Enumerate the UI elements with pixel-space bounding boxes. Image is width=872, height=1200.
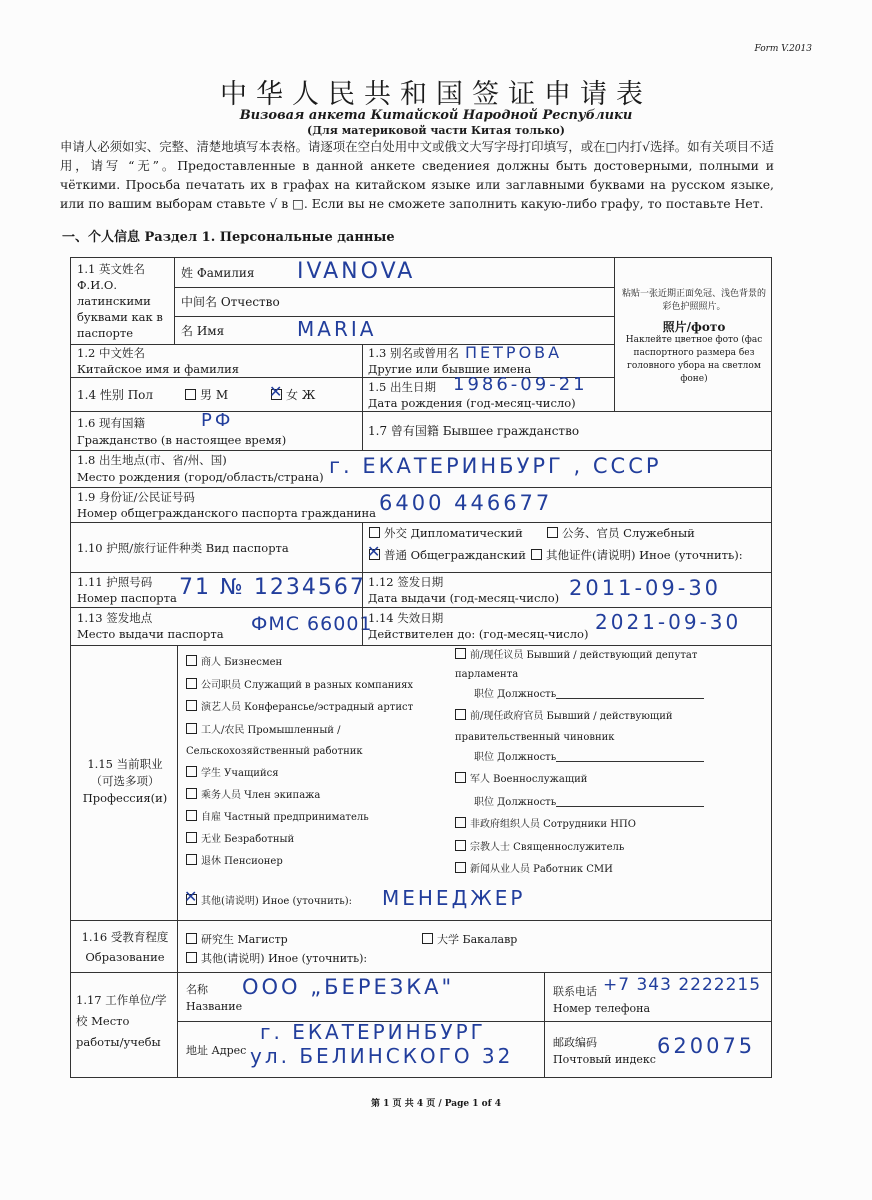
passport-type-label-cell: [70, 522, 363, 573]
edu-bachelor-checkbox[interactable]: [422, 933, 433, 944]
occ-military[interactable]: [455, 771, 587, 788]
photo-label: 照片/фото: [662, 320, 726, 334]
occ-religious-checkbox[interactable]: [455, 840, 466, 851]
birth-date-value: 1986-09-21: [453, 374, 588, 395]
female-label: 女 Ж: [286, 388, 316, 402]
postal-code-label: 邮政编码 Почтовый индекс: [553, 1036, 656, 1066]
occupation-label: 1.15 当前职业 （可选多项） Профессия(и): [82, 757, 168, 805]
occ-media-label: 新闻从业人员 Работник СМИ: [470, 864, 613, 875]
occ-religious-label: 宗教人士 Священнослужитель: [470, 842, 625, 853]
birthplace-value: г. ЕКАТЕРИНБУРГ , СССР: [329, 454, 662, 478]
phone-value: +7 343 2222215: [603, 975, 762, 995]
occ-worker[interactable]: [186, 722, 341, 739]
occ-self-employed-checkbox[interactable]: [186, 810, 197, 821]
page-title: 中华人民共和国签证申请表: [220, 79, 652, 110]
edu-master-checkbox[interactable]: [186, 933, 197, 944]
occ-other-value: МЕНЕДЖЕР: [382, 886, 526, 910]
diplomatic-checkbox[interactable]: [369, 527, 380, 538]
id-number-field[interactable]: [70, 487, 772, 523]
issue-place-value: ФМС 66001: [251, 613, 373, 635]
gender-female-option[interactable]: [271, 387, 315, 404]
former-nationality-field[interactable]: [362, 411, 772, 451]
given-name-field[interactable]: [174, 316, 615, 345]
occ-parliament-checkbox[interactable]: [455, 648, 466, 659]
service-checkbox[interactable]: [547, 527, 558, 538]
occ-worker-checkbox[interactable]: [186, 723, 197, 734]
male-label: 男 М: [200, 388, 229, 402]
occ-employee-checkbox[interactable]: [186, 678, 197, 689]
workplace-label: 1.17 工作单位/学校 Место работы/учебы: [76, 993, 167, 1049]
gender-label: 1.4 性别 Пол: [77, 388, 154, 402]
occ-other-label: 其他(请说明) Иное (уточнить):: [201, 896, 353, 907]
passport-type-options[interactable]: [362, 522, 772, 573]
diplomatic-label: 外交 Дипломатический: [384, 526, 523, 540]
birth-date-field[interactable]: [362, 374, 615, 412]
occ-parliament-label: 前/现任议员 Бывший / действующий депутат: [470, 650, 698, 661]
passport-number-value: 71 № 1234567: [179, 575, 366, 600]
occ-student[interactable]: [186, 765, 279, 782]
birth-date-label: 1.5 出生日期 Дата рождения (год-месяц-число): [368, 380, 576, 410]
postal-code-field[interactable]: [544, 1021, 772, 1078]
ordinary-checkbox[interactable]: [369, 549, 380, 560]
edu-other-label: 其他(请说明) Иное (уточнить):: [201, 952, 368, 965]
occ-unemployed[interactable]: [186, 831, 294, 848]
edu-other-checkbox[interactable]: [186, 952, 197, 963]
occ-worker-label: 工人/农民 Промышленный /: [201, 725, 341, 736]
photo-instructions-ru: Наклейте цветное фото (фас паспортного размера без головного убора на светлом фоне): [625, 335, 763, 384]
page-subtitle-ru: Визовая анкета Китайской Народной Республики: [239, 108, 633, 123]
occ-businessman[interactable]: [186, 654, 282, 671]
occ-official[interactable]: [455, 708, 673, 725]
occ-student-label: 学生 Учащийся: [201, 768, 279, 779]
photo-instructions-cn: 粘贴一张近期正面免冠、浅色背景的彩色护照照片。: [621, 289, 766, 312]
occ-worker-label-2: Сельскохозяйственный работник: [186, 746, 363, 757]
postal-code-value: 620075: [657, 1034, 756, 1058]
occ-self-employed-label: 自雇 Частный предприниматель: [201, 812, 369, 823]
other-names-field[interactable]: [362, 344, 615, 378]
name-label: 1.1 英文姓名 Ф.И.О. латинскими буквами как в паспорте: [77, 262, 163, 340]
occ-entertainer-label: 演艺人员 Конферансье/эстрадный артист: [201, 702, 414, 713]
nationality-label: 1.6 现有国籍 Гражданство (в настоящее время): [77, 416, 287, 447]
male-checkbox[interactable]: [185, 389, 196, 400]
photo-box[interactable]: [614, 257, 772, 412]
occ-official-label-2: правительственный чиновник: [455, 732, 615, 743]
passport-ordinary-option[interactable]: [369, 547, 526, 564]
section-heading: 一、个人信息 Раздел 1. Персональные данные: [62, 230, 395, 245]
other-names-label: 1.3 别名或曾用名 Другие или бывшие имена: [368, 346, 532, 376]
occ-crew-label: 乘务人员 Член экипажа: [201, 790, 321, 801]
occ-media-checkbox[interactable]: [455, 862, 466, 873]
issue-place-field[interactable]: [70, 607, 373, 646]
occ-crew-checkbox[interactable]: [186, 788, 197, 799]
education-label-cell: [70, 920, 178, 973]
passport-diplomatic-option[interactable]: [369, 525, 523, 542]
passport-type-label: 1.10 护照/旅行证件种类 Вид паспорта: [77, 541, 289, 555]
workplace-name-label: 名称 Название: [186, 983, 243, 1013]
surname-field[interactable]: [174, 257, 615, 288]
occ-official-label: 前/现任政府官员 Бывший / действующий: [470, 711, 673, 722]
edu-bachelor[interactable]: [422, 931, 517, 948]
expiry-date-value: 2021-09-30: [595, 610, 742, 634]
expiry-date-field[interactable]: [362, 607, 772, 646]
address-value-line1: г. ЕКАТЕРИНБУРГ: [260, 1020, 486, 1044]
workplace-label-cell: [70, 972, 178, 1078]
occ-military-checkbox[interactable]: [455, 772, 466, 783]
occ-retired-label: 退休 Пенсионер: [201, 856, 283, 867]
gender-field[interactable]: [70, 377, 363, 412]
edu-master-label: 研究生 Магистр: [201, 933, 288, 946]
occ-ngo-checkbox[interactable]: [455, 817, 466, 828]
occ-self-employed[interactable]: [186, 809, 369, 826]
edu-bachelor-label: 大学 Бакалавр: [437, 933, 518, 946]
chinese-name-field[interactable]: [70, 344, 363, 378]
page-number: 第 1 页 共 4 页 / Page 1 of 4: [371, 1099, 501, 1109]
issue-date-field[interactable]: [362, 572, 772, 608]
education-options[interactable]: [177, 920, 772, 973]
occ-retired-checkbox[interactable]: [186, 854, 197, 865]
occ-media[interactable]: [455, 861, 613, 878]
given-name-value: MARIA: [297, 317, 377, 341]
edu-other[interactable]: [186, 950, 367, 967]
page-subtitle-note: (Для материковой части Китая только): [307, 124, 565, 137]
expiry-date-label: 1.14 失效日期 Действителен до: (год-месяц-число): [368, 611, 589, 641]
phone-label: 联系电话 Номер телефона: [553, 985, 651, 1015]
passport-number-field[interactable]: [70, 572, 366, 608]
former-nationality-label: 1.7 曾有国籍 Бывшее гражданство: [368, 424, 580, 438]
other-passport-checkbox[interactable]: [531, 549, 542, 560]
education-label: 1.16 受教育程度 Образование: [81, 930, 169, 964]
gender-male-option[interactable]: [185, 387, 228, 404]
passport-service-option[interactable]: [547, 525, 695, 542]
birthplace-label: 1.8 出生地点(市、省/州、国) Место рождения (город/область/страна): [77, 453, 324, 484]
edu-master[interactable]: [186, 931, 288, 948]
occ-official-position-label: 职位 Должность: [474, 752, 557, 763]
occ-parliament-label-2: парламента: [455, 669, 519, 680]
occ-student-checkbox[interactable]: [186, 766, 197, 777]
occ-religious[interactable]: [455, 839, 624, 856]
middle-name-field[interactable]: [174, 287, 615, 317]
occ-employee[interactable]: [186, 677, 413, 694]
occ-unemployed-label: 无业 Безработный: [201, 834, 295, 845]
birthplace-field[interactable]: [70, 450, 772, 488]
surname-label: 姓 Фамилия: [181, 266, 255, 280]
id-number-value: 6400 446677: [379, 491, 553, 515]
middle-name-label: 中间名 Отчество: [181, 295, 280, 309]
service-label: 公务、官员 Служебный: [562, 526, 695, 540]
occ-military-position[interactable]: [474, 794, 704, 811]
occ-parliament[interactable]: [455, 647, 697, 664]
ordinary-label: 普通 Общегражданский: [384, 548, 526, 562]
instructions: 申请人必须如实、完整、清楚地填写本表格。请逐项在空白处用中文或俄文大写字母打印填写，或在□内打√选择。如有关项目不适用，请写 “无”。Предоставленные в данной анкете сведениея должны быть достоверными, полными и чёткими. Просьба печатать их в графах на китайском языке или заглавными буквами на русском языке, или по вашим выборам ставьте √ в □. Если вы не сможете заполнить какую-либо графу, то поставьте Нет.: [60, 139, 774, 211]
chinese-name-label: 1.2 中文姓名 Китайское имя и фамилия: [77, 346, 239, 376]
occ-crew[interactable]: [186, 787, 320, 804]
passport-number-label: 1.11 护照号码 Номер паспорта: [77, 575, 177, 605]
occupation-label-cell: [70, 645, 178, 921]
occ-entertainer-checkbox[interactable]: [186, 700, 197, 711]
other-names-value: ПЕТРОВА: [465, 343, 563, 362]
other-passport-label: 其他证件(请说明) Иное (уточнить):: [546, 548, 743, 562]
occ-employee-label: 公司职员 Служащий в разных компаниях: [201, 680, 414, 691]
occ-retired[interactable]: [186, 853, 283, 870]
nationality-field[interactable]: [70, 411, 363, 451]
occ-other-checkbox[interactable]: [186, 894, 197, 905]
occ-official-checkbox[interactable]: [455, 709, 466, 720]
given-name-label: 名 Имя: [181, 324, 225, 338]
occ-parliament-position-label: 职位 Должность: [474, 689, 557, 700]
form-version: Form V.2013: [754, 44, 812, 54]
female-checkbox[interactable]: [271, 389, 282, 400]
phone-field[interactable]: [544, 972, 772, 1022]
issue-date-value: 2011-09-30: [569, 576, 722, 600]
address-value-line2: ул. БЕЛИНСКОГО 32: [250, 1044, 514, 1068]
occupation-options[interactable]: [177, 645, 772, 921]
occ-military-position-label: 职位 Должность: [474, 797, 557, 808]
surname-value: IVANOVA: [297, 259, 416, 284]
workplace-name-value: ООО „БЕРЕЗКА": [242, 975, 455, 999]
occ-ngo[interactable]: [455, 816, 636, 833]
id-number-label: 1.9 身份证/公民证号码 Номер общегражданского паспорта гражданина: [77, 490, 377, 520]
passport-other-option[interactable]: [531, 547, 743, 564]
occ-entertainer[interactable]: [186, 699, 413, 716]
issue-place-label: 1.13 签发地点 Место выдачи паспорта: [77, 611, 224, 641]
occ-parliament-position[interactable]: [474, 686, 704, 703]
occ-ngo-label: 非政府组织人员 Сотрудники НПО: [470, 819, 636, 830]
occ-businessman-checkbox[interactable]: [186, 655, 197, 666]
occ-other[interactable]: [186, 893, 352, 910]
occ-unemployed-checkbox[interactable]: [186, 832, 197, 843]
occ-businessman-label: 商人 Бизнесмен: [201, 657, 283, 668]
occ-military-label: 军人 Военнослужащий: [470, 774, 588, 785]
nationality-value: РФ: [201, 410, 234, 431]
occ-official-position[interactable]: [474, 749, 704, 766]
issue-date-label: 1.12 签发日期 Дата выдачи (год-месяц-число): [368, 575, 560, 605]
workplace-name-field[interactable]: [177, 972, 545, 1022]
name-label-cell: [70, 257, 175, 345]
address-label: 地址 Адрес: [186, 1044, 247, 1057]
workplace-address-field[interactable]: [177, 1021, 545, 1078]
